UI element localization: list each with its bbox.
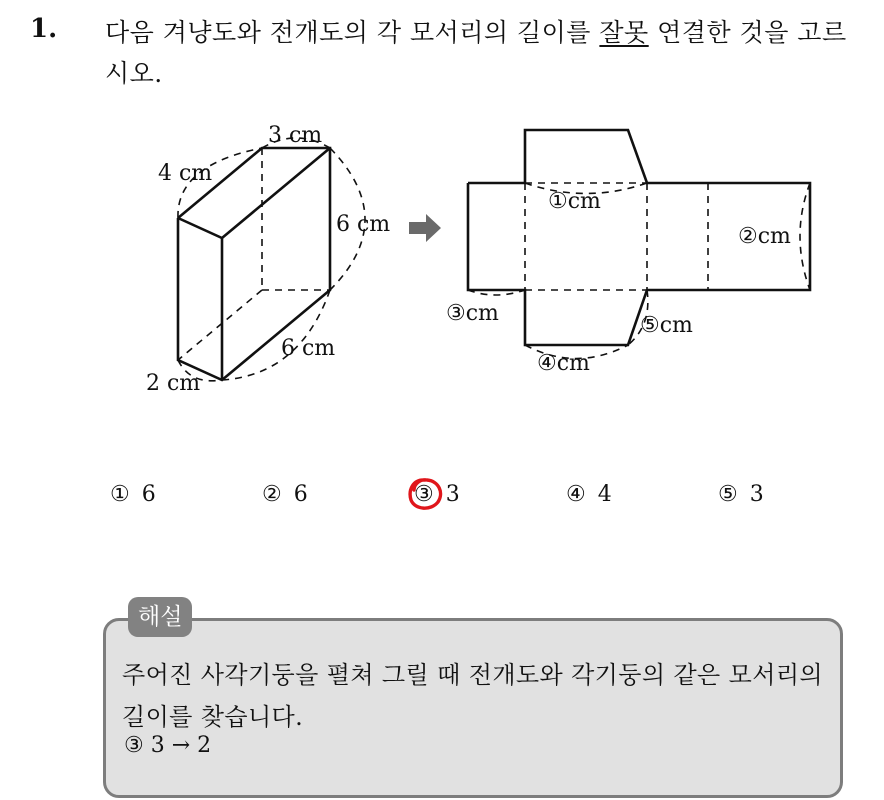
net-label-2: ②cm	[738, 224, 791, 249]
net-label-5: ⑤cm	[640, 313, 693, 338]
net-label-1: ①cm	[548, 189, 601, 214]
choice-3-value: 3	[445, 482, 460, 507]
question-text	[105, 12, 870, 94]
question-text-start: 다음 겨냥도와 전개도의 각 모서리의 길이를	[105, 18, 600, 47]
explanation-text: 주어진 사각기둥을 펼쳐 그릴 때 전개도와 각기둥의 같은 모서리의 길이를 찾습니다.	[122, 661, 823, 731]
explanation-tag: 해설	[128, 597, 192, 637]
explanation-answer: ③ 3 → 2	[124, 733, 212, 758]
answer-circle-mark	[405, 474, 445, 514]
choice-4[interactable]	[566, 482, 612, 507]
question-text-end: 연결한 것을 고르시오.	[105, 18, 847, 88]
choice-5-value: 3	[749, 482, 764, 507]
choice-2[interactable]	[262, 482, 308, 507]
choice-1-number: ①	[110, 482, 130, 507]
net-label-3: ③cm	[446, 301, 499, 326]
choice-1[interactable]	[110, 482, 156, 507]
sketch-label-depth: 2 cm	[146, 371, 201, 396]
choice-4-value: 4	[597, 482, 612, 507]
sketch-label-top: 3 cm	[268, 123, 323, 148]
choices	[0, 482, 884, 522]
choice-5-number: ⑤	[718, 482, 738, 507]
net-label-4: ④cm	[537, 351, 590, 376]
choice-3[interactable]	[414, 482, 460, 507]
choice-2-number: ②	[262, 482, 282, 507]
choice-5[interactable]	[718, 482, 764, 507]
figure	[0, 100, 884, 400]
choice-2-value: 6	[293, 482, 308, 507]
sketch-label-bottom: 6 cm	[281, 336, 336, 361]
choice-4-number: ④	[566, 482, 586, 507]
sketch-label-left: 4 cm	[158, 161, 213, 186]
question-text-emphasis: 잘못	[599, 18, 649, 47]
sketch-label-right: 6 cm	[336, 212, 391, 237]
choice-1-value: 6	[141, 482, 156, 507]
arrow-right-icon	[409, 214, 441, 242]
question-number: 1.	[30, 14, 58, 44]
choice-3-number: ③	[414, 482, 434, 507]
